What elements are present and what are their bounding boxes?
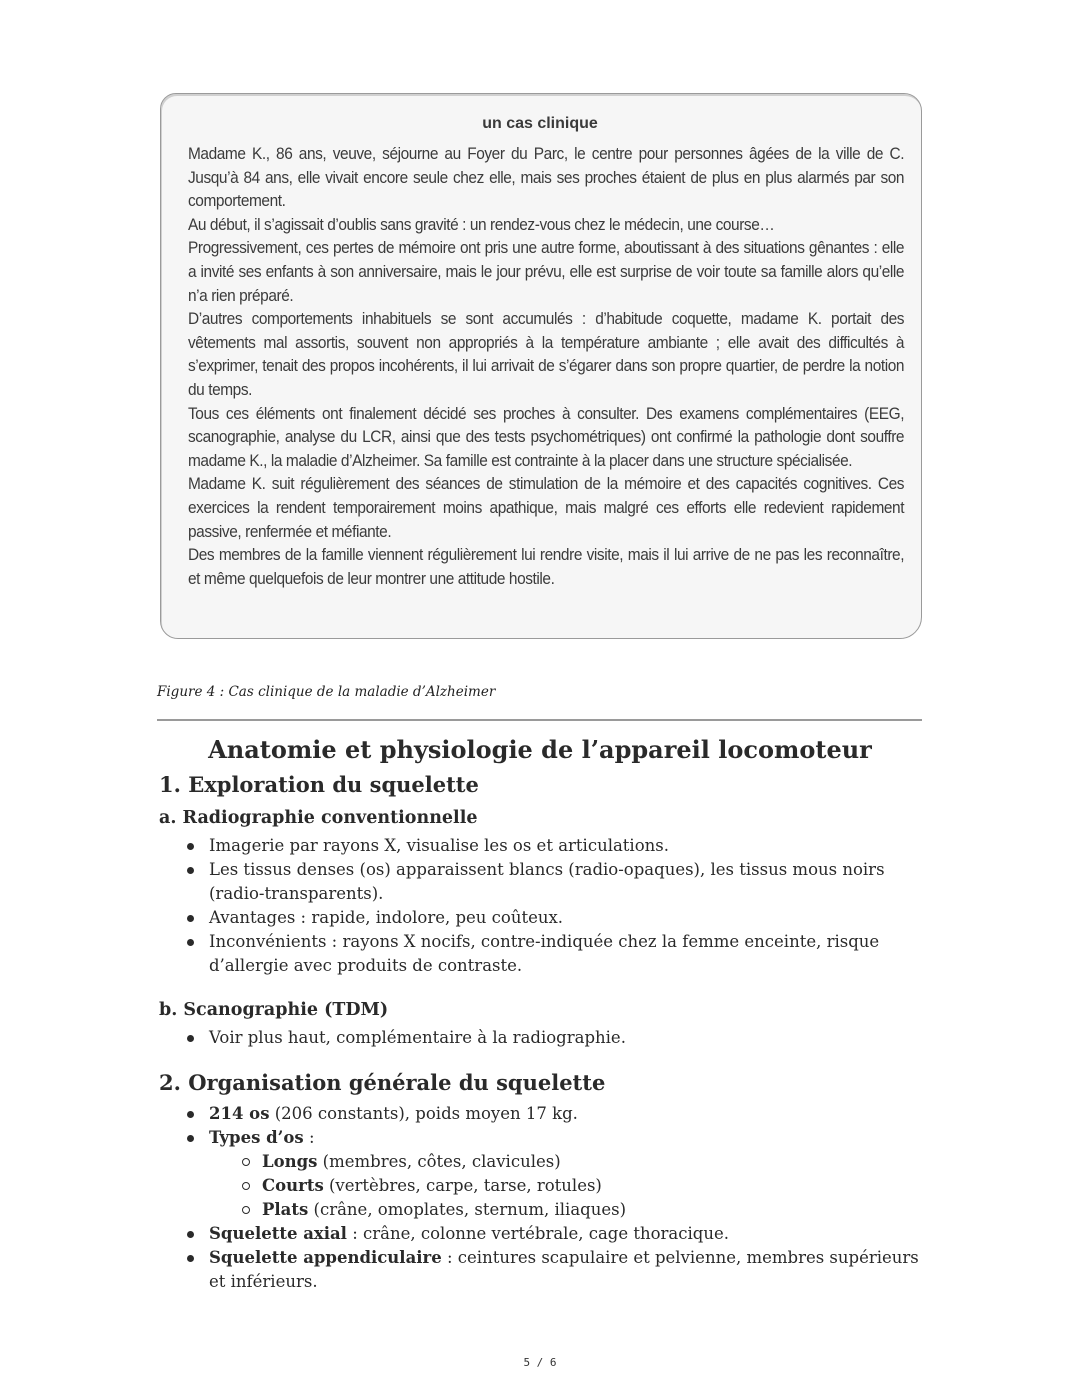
bullet-icon (187, 843, 194, 850)
bullet-icon (187, 1035, 194, 1042)
list-item: Imagerie par rayons X, visualise les os et articulations. (209, 834, 919, 858)
list-item: Plats (crâne, omoplates, sternum, iliaques) (262, 1198, 919, 1222)
case-paragraph: Madame K. suit régulièrement des séances de stimulation de la mémoire et des capacités cognitives. Ces exercices la rendent temporairement moins apathique, mais malgré ces efforts elle redevient rapidement passive, renfermée et méfiante. (188, 474, 905, 541)
horizontal-divider (157, 719, 922, 721)
list-item: Squelette appendiculaire : ceintures scapulaire et pelvienne, membres supérieurs et inférieurs. (209, 1246, 919, 1294)
list-item: Avantages : rapide, indolore, peu coûteux. (209, 906, 919, 930)
circle-bullet-icon (242, 1182, 250, 1190)
section-2-heading: 2. Organisation générale du squelette (159, 1070, 606, 1095)
bullet-icon (187, 1231, 194, 1238)
list-item: 214 os (206 constants), poids moyen 17 kg. (209, 1102, 919, 1126)
circle-bullet-icon (242, 1206, 250, 1214)
case-paragraph: D’autres comportements inhabituels se sont accumulés : d’habitude coquette, madame K. portait des vêtements mal assortis, souvent non appropriés à la température ambiante ; elle avait des difficultés à s’exprimer, tenait des propos incohérents, il lui arrivait de s’égarer dans son propre quartier, de perdre la notion du temps. (188, 309, 905, 399)
bullet-icon (187, 867, 194, 874)
list-item: Squelette axial : crâne, colonne vertébrale, cage thoracique. (209, 1222, 919, 1246)
page-title: Anatomie et physiologie de l’appareil locomoteur (208, 735, 872, 764)
subsection-a-heading: a. Radiographie conventionnelle (159, 808, 478, 828)
circle-bullet-icon (242, 1158, 250, 1166)
scanography-list (209, 1026, 919, 1050)
clinical-case-text (188, 142, 904, 590)
figure-caption: Figure 4 : Cas clinique de la maladie d’Alzheimer (157, 684, 496, 700)
case-paragraph: Au début, il s’agissait d’oublis sans gravité : un rendez-vous chez le médecin, une course… (188, 214, 775, 234)
page-number: 5 / 6 (523, 1356, 557, 1369)
case-paragraph: Progressivement, ces pertes de mémoire ont pris une autre forme, aboutissant à des situations gênantes : elle a invité ses enfants à son anniversaire, mais le jour prévu, elle est surprise de voir toute sa famille alors qu’elle n’a rien préparé. (188, 238, 905, 305)
bullet-icon (187, 1255, 194, 1262)
bullet-icon (187, 1111, 194, 1118)
bone-types-list (262, 1150, 919, 1222)
list-item: Courts (vertèbres, carpe, tarse, rotules) (262, 1174, 919, 1198)
skeleton-list (209, 1102, 919, 1294)
list-item: Longs (membres, côtes, clavicules) (262, 1150, 919, 1174)
section-1-heading: 1. Exploration du squelette (159, 772, 479, 797)
subsection-b-heading: b. Scanographie (TDM) (159, 1000, 389, 1020)
case-paragraph: Des membres de la famille viennent régulièrement lui rendre visite, mais il lui arrive de ne pas les reconnaître, et même quelquefois de leur montrer une attitude hostile. (188, 545, 905, 588)
case-paragraph: Tous ces éléments ont finalement décidé ses proches à consulter. Des examens complémentaires (EEG, scanographie, analyse du LCR, ainsi que des tests psychométriques) ont confirmé la pathologie dont souffre madame K., la maladie d’Alzheimer. Sa famille est contrainte à la placer dans une structure spécialisée. (188, 403, 905, 470)
case-paragraph: Madame K., 86 ans, veuve, séjourne au Foyer du Parc, le centre pour personnes âgées de la ville de C. Jusqu’à 84 ans, elle vivait encore seule chez elle, mais ses proches étaient de plus en plus alarmés par son comportement. (188, 144, 905, 211)
list-item: Inconvénients : rayons X nocifs, contre-indiquée chez la femme enceinte, risque d’allergie avec produits de contraste. (209, 930, 919, 978)
list-item: Les tissus denses (os) apparaissent blancs (radio-opaques), les tissus mous noirs (radio-transparents). (209, 858, 919, 906)
bullet-icon (187, 915, 194, 922)
bullet-icon (187, 939, 194, 946)
clinical-case-title: un cas clinique (482, 115, 598, 132)
bullet-icon (187, 1135, 194, 1142)
list-item: Voir plus haut, complémentaire à la radiographie. (209, 1026, 919, 1050)
radiography-list (209, 834, 919, 978)
list-item: Types d’os : Longs (membres, côtes, clavicules) Courts (vertèbres, carpe, tarse, rotules) Plats (crâne, omoplates, sternum, iliaques) (209, 1126, 919, 1222)
